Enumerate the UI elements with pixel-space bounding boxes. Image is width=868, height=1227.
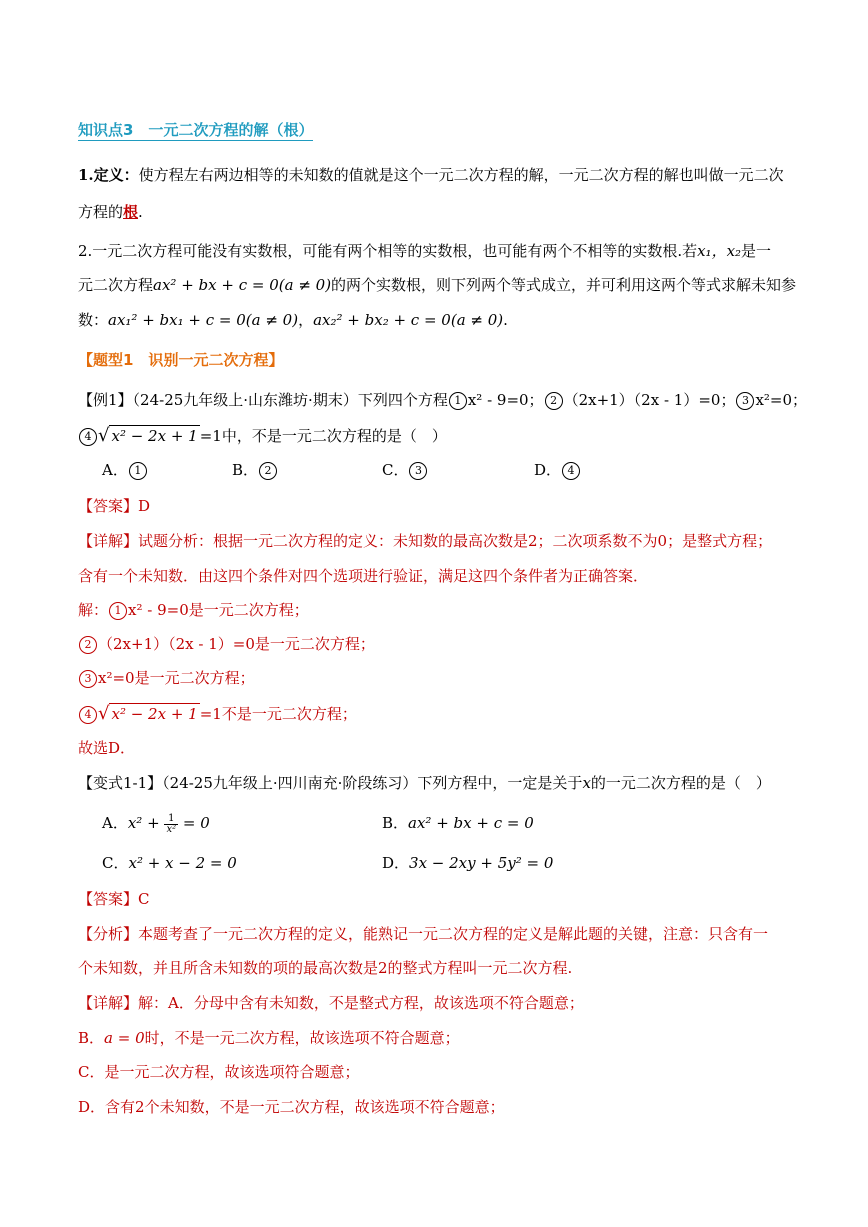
fraction: $\frac{1}{\text{x²}}$ — [166, 812, 177, 835]
circle-3-icon: 3 — [79, 670, 97, 688]
circle-2-icon: 2 — [79, 636, 97, 654]
circle-3-icon: 3 — [409, 462, 427, 480]
circle-2-icon: 2 — [259, 462, 277, 480]
sqrt-icon: √ — [98, 425, 110, 446]
variation-option-d[interactable]: D．3x − 2xy + 5y² = 0 — [382, 854, 554, 872]
variation-answer: 【答案】C — [78, 890, 150, 908]
example-1-line-1: 【例1】（24-25九年级上·山东潍坊·期末）下列四个方程 1 x² ‑ 9=0； 2 （2x+1）（2x ‑ 1）=0； 3 x²=0； — [78, 391, 808, 409]
definition-line-1: 1.定义：使方程左右两边相等的未知数的值就是这个一元二次方程的解，一元二次方程的解也叫做一元二次 — [78, 166, 784, 184]
variation-detail-c: C．是一元二次方程，故该选项符合题意； — [78, 1063, 360, 1081]
circle-3-icon: 3 — [736, 392, 754, 410]
type-heading: 【题型1 识别一元二次方程】 — [78, 351, 284, 369]
example-1-solution-4: 4 √ x² − 2x + 1 =1不是一元二次方程； — [78, 703, 357, 724]
root-word: 根 — [123, 203, 139, 221]
circle-1-icon: 1 — [129, 462, 147, 480]
example-1-detail-1: 【详解】试题分析：根据一元二次方程的定义：未知数的最高次数是2；二次项系数不为0；是整式方程； — [78, 532, 773, 550]
variation-analysis-1: 【分析】本题考查了一元二次方程的定义，能熟记一元二次方程的定义是解此题的关键，注意：只含有一 — [78, 925, 769, 943]
section-title: 知识点3 一元二次方程的解（根） — [78, 121, 314, 139]
variation-detail-d: D．含有2个未知数，不是一元二次方程，故该选项不符合题意； — [78, 1098, 505, 1116]
circle-4-icon: 4 — [562, 462, 580, 480]
circle-4-icon: 4 — [79, 428, 97, 446]
variation-option-a[interactable]: A．x² + $\frac{1}{\text{x²}}$ = 0 — [102, 812, 210, 835]
example-1-solution-2: 2 （2x+1）（2x ‑ 1）=0是一元二次方程； — [78, 634, 375, 654]
variation-1-1-question: 【变式1-1】（24-25九年级上·四川南充·阶段练习）下列方程中，一定是关于x的一元二次方程的是（ ） — [78, 774, 771, 792]
example-1-option-b[interactable]: B． 2 — [232, 460, 278, 480]
paragraph-2-line-1: 2.一元二次方程可能没有实数根，可能有两个相等的实数根，也可能有两个不相等的实数根.若x₁，x₂是一 — [78, 242, 772, 260]
example-1-detail-2: 含有一个未知数．由这四个条件对四个选项进行验证，满足这四个条件者为正确答案． — [78, 567, 649, 585]
paragraph-2-line-3: 数：ax₁² + bx₁ + c = 0(a ≠ 0)，ax₂² + bx₂ + c = 0(a ≠ 0). — [78, 311, 508, 329]
example-1-solution-1: 解： 1 x² ‑ 9=0是一元二次方程； — [78, 601, 309, 619]
paragraph-2-line-2: 元二次方程ax² + bx + c = 0(a ≠ 0)的两个实数根，则下列两个等式成立，并可利用这两个等式求解未知参 — [78, 276, 797, 294]
example-1-option-c[interactable]: C． 3 — [382, 460, 428, 480]
variation-detail-b: B．a = 0时，不是一元二次方程，故该选项不符合题意； — [78, 1029, 460, 1047]
example-1-option-a[interactable]: A． 1 — [102, 460, 148, 480]
circle-4-icon: 4 — [79, 706, 97, 724]
variation-analysis-2: 个未知数，并且所含未知数的项的最高次数是2的整式方程叫一元二次方程. — [78, 959, 573, 977]
sqrt-icon: √ — [98, 703, 110, 724]
example-1-solution-3: 3 x²=0是一元二次方程； — [78, 668, 255, 688]
variation-option-b[interactable]: B．ax² + bx + c = 0 — [382, 814, 534, 832]
circle-2-icon: 2 — [545, 392, 563, 410]
example-1-line-2: 4 √ x² − 2x + 1 =1中，不是一元二次方程的是（ ） — [78, 425, 447, 446]
example-1-choose: 故选D． — [78, 739, 136, 757]
circle-1-icon: 1 — [449, 392, 467, 410]
variation-detail-a: 【详解】解：A．分母中含有未知数，不是整式方程，故该选项不符合题意； — [78, 994, 584, 1012]
variation-option-c[interactable]: C．x² + x − 2 = 0 — [102, 854, 237, 872]
example-1-answer: 【答案】D — [78, 497, 151, 515]
example-1-option-d[interactable]: D． 4 — [534, 460, 581, 480]
circle-1-icon: 1 — [109, 602, 127, 620]
definition-line-2: 方程的根. — [78, 203, 143, 221]
